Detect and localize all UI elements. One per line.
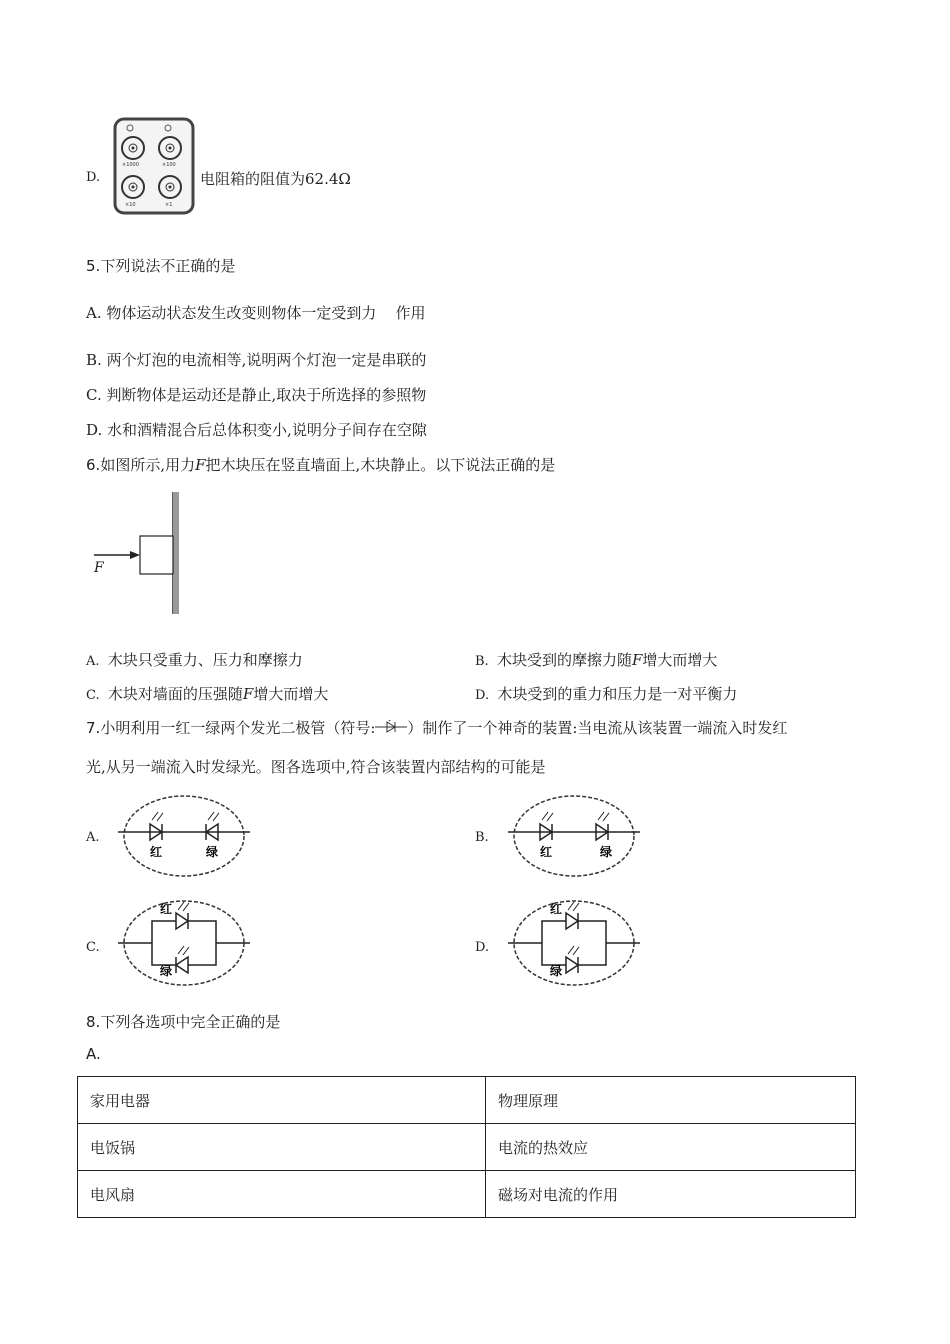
q8-number: 8. (86, 1013, 101, 1031)
q6-option-d-text: 木块受到的重力和压力是一对平衡力 (497, 685, 738, 703)
q6-stem (86, 454, 555, 475)
wall-block-force-figure (88, 488, 188, 618)
red-label: 红 (540, 845, 553, 859)
table-cell: 电流的热效应 (486, 1124, 856, 1171)
force-label: F (94, 560, 104, 576)
q6-stem-var: F (195, 456, 206, 474)
q6-option-b-letter: B. (475, 654, 489, 669)
q6-option-b[interactable] (475, 649, 717, 670)
q6-option-d[interactable] (475, 683, 737, 704)
green-label: 绿 (550, 964, 563, 978)
q8-table (77, 1076, 856, 1218)
q7-stem-line2: 光,从另一端流入时发绿光。图各选项中,符合该装置内部结构的可能是 (86, 758, 546, 776)
q5-option-c-letter: C. (86, 386, 102, 404)
dial-label-1: ×1 (165, 202, 173, 208)
q5-option-a-text: 物体运动状态发生改变则物体一定受到力 作用 (106, 304, 426, 322)
q8-stem-text: 下列各选项中完全正确的是 (100, 1013, 281, 1031)
q5-option-d[interactable] (86, 419, 427, 440)
table-header-row (78, 1077, 856, 1124)
q5-option-a-letter: A. (86, 304, 102, 322)
dial-label-100: ×100 (162, 162, 176, 168)
table-row (78, 1124, 856, 1171)
table-header-cell: 物理原理 (486, 1077, 856, 1124)
green-label: 绿 (160, 964, 173, 978)
q6-option-c-text2: 增大而增大 (253, 685, 329, 703)
q7-stem-line1-part2: ）制作了一个神奇的装置:当电流从该装置一端流入时发红 (407, 719, 788, 737)
q7-option-c-letter[interactable]: C. (86, 940, 100, 955)
green-label: 绿 (600, 845, 613, 859)
q5-option-b-text: 两个灯泡的电流相等,说明两个灯泡一定是串联的 (106, 351, 427, 369)
q8-stem (86, 1011, 280, 1032)
q7-number: 7. (86, 719, 101, 737)
table-header-cell: 家用电器 (78, 1077, 486, 1124)
q5-option-c-text: 判断物体是运动还是静止,取决于所选择的参照物 (106, 386, 427, 404)
q7-option-a-letter[interactable]: A. (86, 830, 100, 845)
q5-stem-text: 下列说法不正确的是 (100, 257, 236, 275)
diode-symbol-icon (375, 720, 407, 734)
q7-stem-line1-part1: 小明利用一红一绿两个发光二极管（符号: (100, 719, 376, 737)
q5-stem (86, 255, 235, 276)
q6-option-c-text1: 木块对墙面的压强随 (107, 685, 243, 703)
table-cell: 磁场对电流的作用 (486, 1171, 856, 1218)
q4-option-d-text: 电阻箱的阻值为62.4Ω (200, 170, 351, 188)
q7-figure-d (508, 895, 640, 991)
q5-option-c[interactable] (86, 384, 426, 405)
q5-option-b[interactable] (86, 349, 426, 370)
q6-option-a[interactable] (86, 649, 303, 670)
q6-option-c-var: F (242, 685, 254, 703)
green-label: 绿 (206, 845, 219, 859)
q5-number: 5. (86, 257, 101, 275)
q5-option-b-letter: B. (86, 351, 102, 369)
q7-option-d-letter[interactable]: D. (475, 940, 490, 955)
table-row (78, 1171, 856, 1218)
q5-option-d-letter: D. (86, 421, 103, 439)
q7-figure-b (508, 790, 640, 882)
q7-stem-line1 (86, 717, 787, 738)
table-cell: 电风扇 (78, 1171, 486, 1218)
q5-option-d-text: 水和酒精混合后总体积变小,说明分子间存在空隙 (107, 421, 427, 439)
q6-number: 6. (86, 456, 101, 474)
red-label: 红 (550, 902, 563, 916)
q7-option-b-letter[interactable]: B. (475, 830, 489, 845)
q6-option-c-letter: C. (86, 688, 100, 703)
dial-label-1000: ×1000 (122, 162, 139, 168)
q8-option-a-letter[interactable]: A. (86, 1045, 101, 1063)
red-label: 红 (160, 902, 173, 916)
q7-figure-a (118, 790, 250, 882)
q6-option-c[interactable] (86, 683, 328, 704)
q6-option-d-letter: D. (475, 688, 490, 703)
q6-stem-part2: 把木块压在竖直墙面上,木块静止。以下说法正确的是 (205, 456, 556, 474)
q6-option-a-letter: A. (86, 654, 100, 669)
q6-option-a-text: 木块只受重力、压力和摩擦力 (107, 651, 303, 669)
q6-option-b-text1: 木块受到的摩擦力随 (496, 651, 632, 669)
q6-stem-part1: 如图所示,用力 (100, 456, 196, 474)
q4-option-d-letter: D. (86, 170, 101, 185)
q6-option-b-text2: 增大而增大 (642, 651, 718, 669)
q7-figure-c (118, 895, 250, 991)
dial-label-10: ×10 (125, 202, 136, 208)
q6-option-b-var: F (631, 651, 643, 669)
q5-option-a[interactable] (86, 302, 425, 323)
resistance-box-figure (112, 116, 196, 216)
table-cell: 电饭锅 (78, 1124, 486, 1171)
red-label: 红 (150, 845, 163, 859)
